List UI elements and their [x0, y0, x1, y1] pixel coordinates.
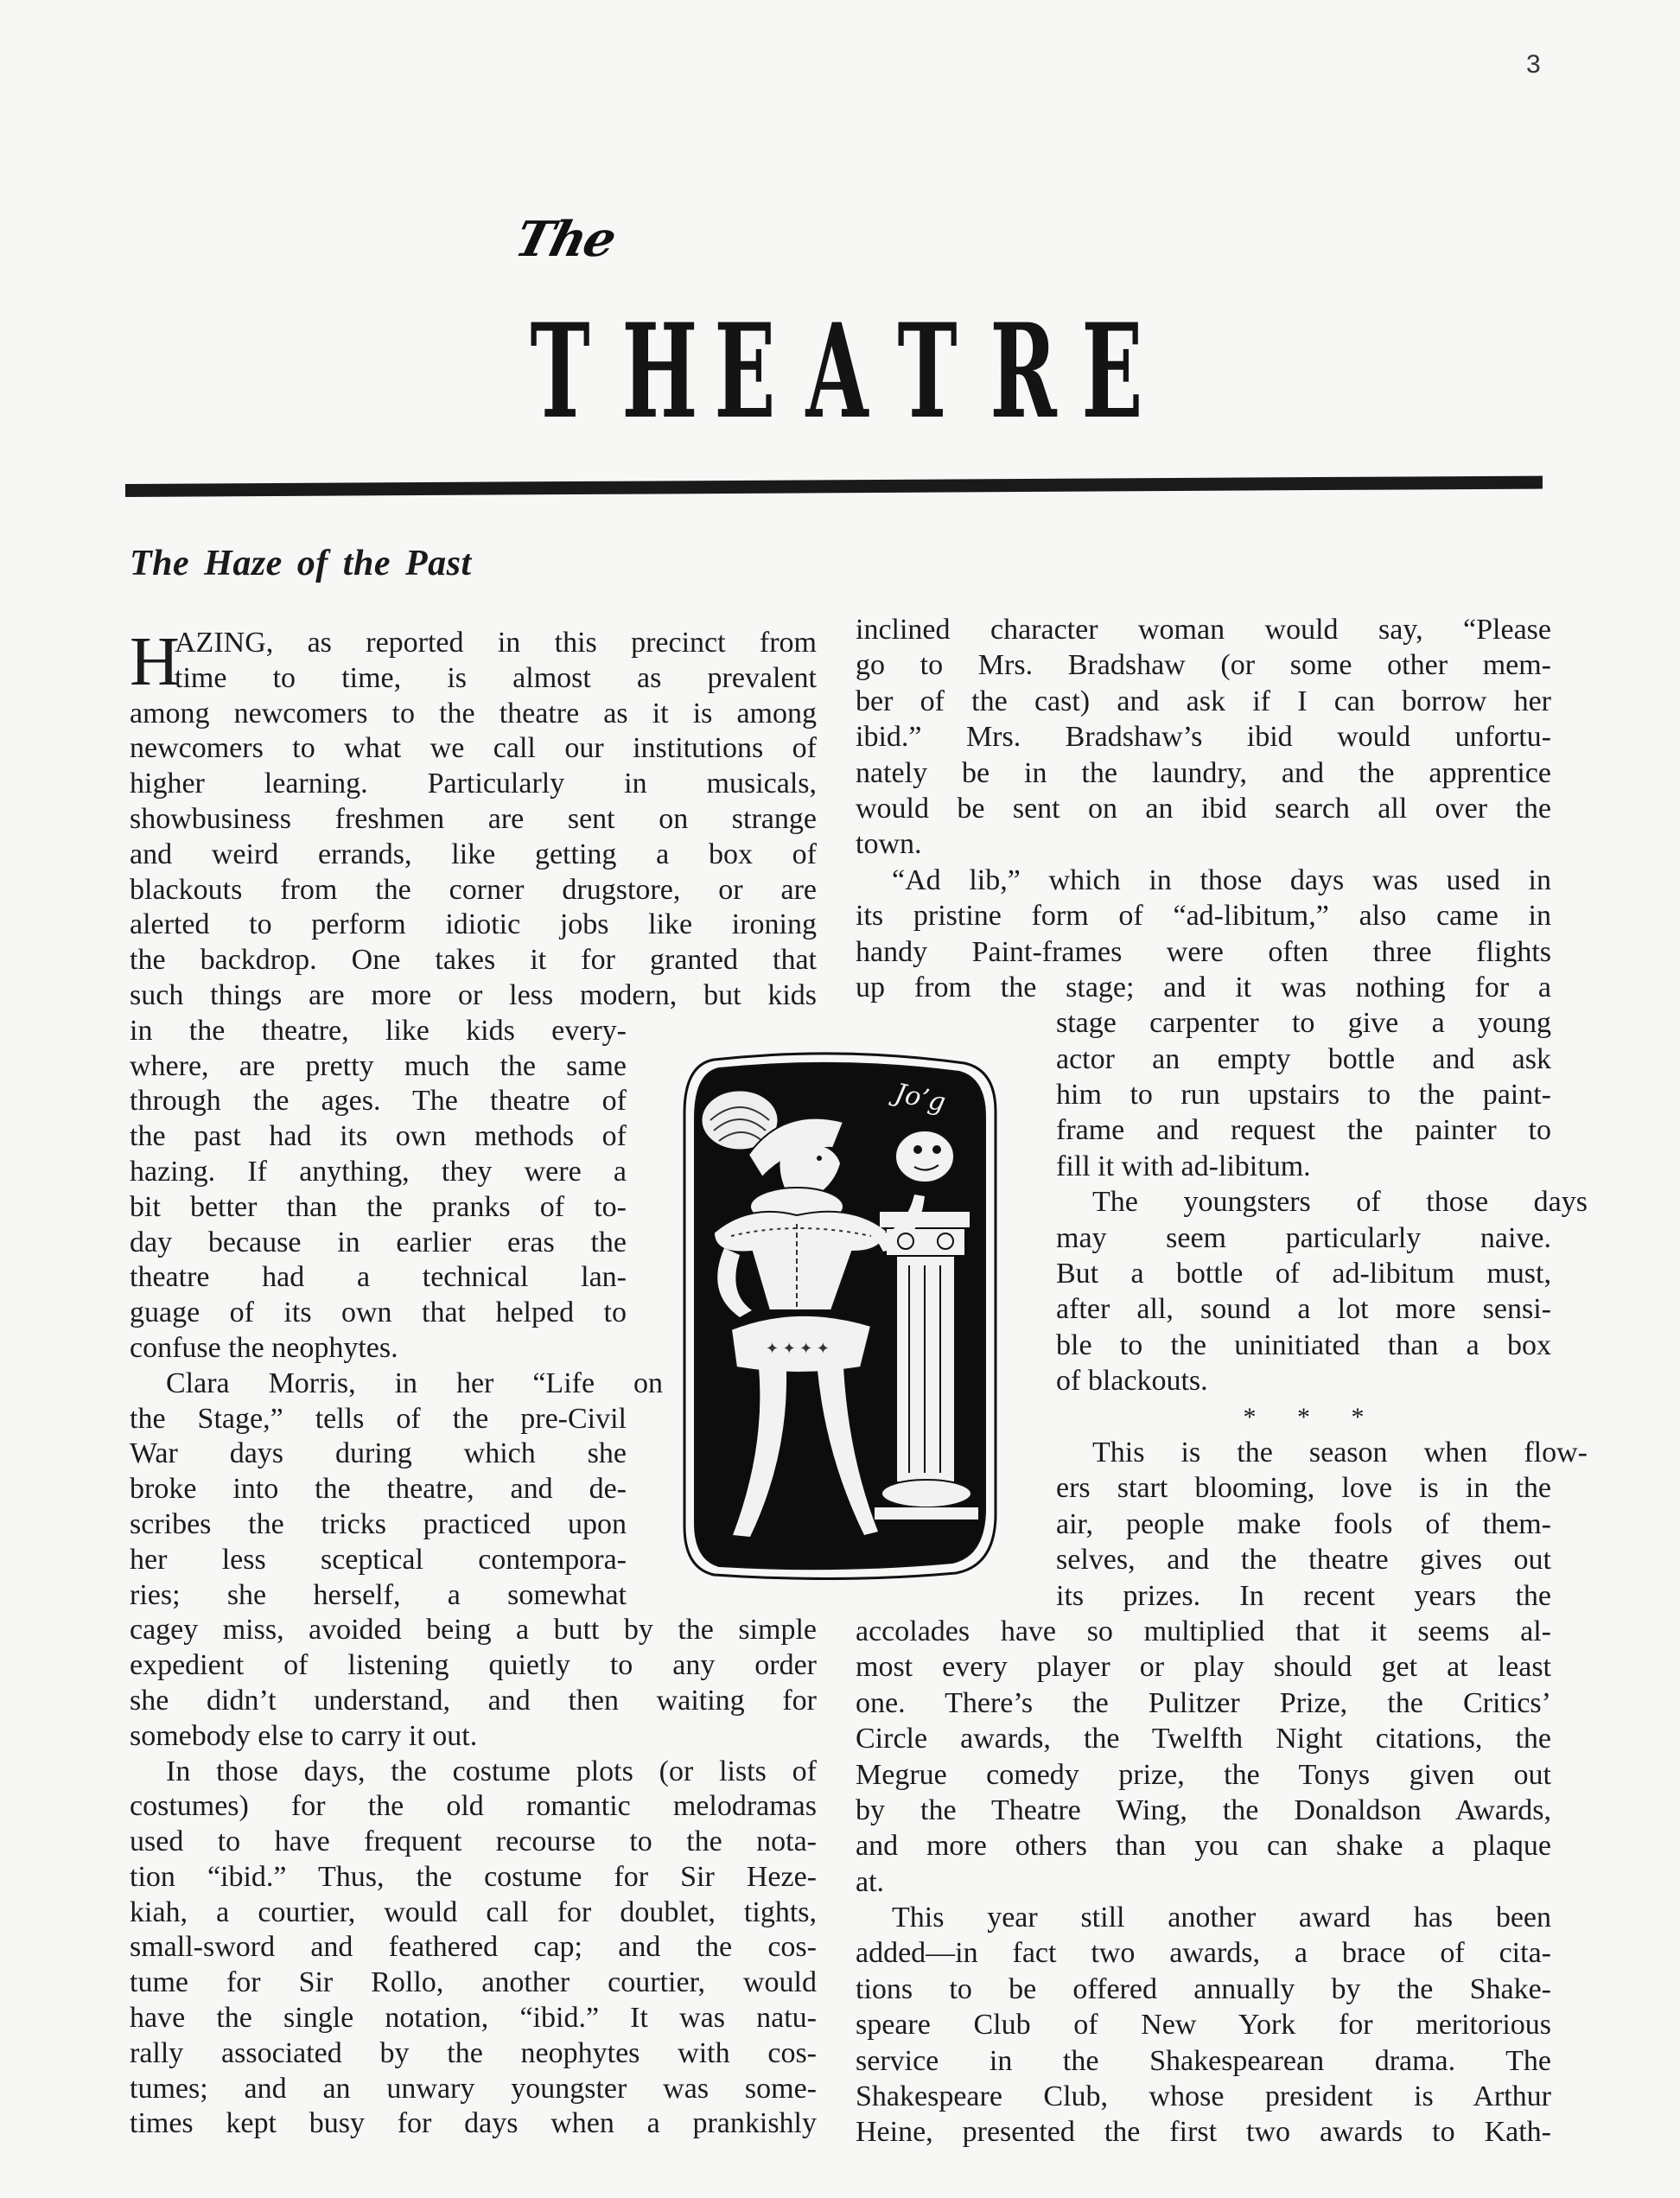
- text-line: bit better than the pranks of to-: [130, 1190, 627, 1223]
- text-line: fill it with ad-libitum.: [1056, 1150, 1311, 1182]
- text-line: expedient of listening quietly to any order: [130, 1649, 817, 1682]
- text-line: may seem particularly naive.: [1056, 1221, 1551, 1254]
- text-line: nately be in the laundry, and the apprentice: [856, 756, 1551, 789]
- section-title: The Haze of the Past: [130, 544, 472, 583]
- text-line: her less sceptical contempora-: [130, 1543, 627, 1576]
- text-line: through the ages. The theatre of: [130, 1085, 627, 1118]
- text-line: War days during which she: [130, 1437, 627, 1470]
- text-line: confuse the neophytes.: [130, 1331, 398, 1364]
- text-line: costumes) for the old romantic melodramas: [130, 1790, 817, 1823]
- text-line: Heine, presented the first two awards to Kath-: [856, 2116, 1551, 2149]
- text-line: tumes; and an unwary youngster was some-: [130, 2072, 817, 2105]
- text-line: speare Club of New York for meritorious: [856, 2009, 1551, 2042]
- text-line: air, people make fools of them-: [1056, 1507, 1551, 1540]
- text-line: blackouts from the corner drugstore, or are: [130, 873, 817, 906]
- text-line: hazing. If anything, they were a: [130, 1155, 627, 1188]
- section-break: * * *: [1243, 1402, 1365, 1431]
- text-line: service in the Shakespearean drama. The: [856, 2044, 1551, 2077]
- text-line: ber of the cast) and ask if I can borrow her: [856, 685, 1551, 717]
- skull: [895, 1131, 954, 1182]
- masthead-letter: H: [621, 296, 698, 448]
- text-line: In those days, the costume plots (or lists of: [166, 1755, 817, 1787]
- text-line: accolades have so multiplied that it seems al-: [856, 1615, 1551, 1647]
- text-line: in the theatre, like kids every-: [130, 1014, 627, 1047]
- text-line: most every player or play should get at least: [856, 1651, 1551, 1684]
- text-line: and weird errands, like getting a box of: [130, 838, 817, 870]
- illustration: [679, 1051, 1001, 1580]
- masthead-letter: E: [1081, 296, 1143, 448]
- text-line: tion “ibid.” Thus, the costume for Sir Heze-: [130, 1860, 817, 1893]
- masthead-letter: A: [805, 296, 869, 448]
- text-line: the backdrop. One takes it for granted that: [130, 944, 817, 977]
- text-line: rally associated by the neophytes with cos-: [130, 2036, 817, 2069]
- text-line: by the Theatre Wing, the Donaldson Awards,: [856, 1793, 1551, 1826]
- text-line: selves, and the theatre gives out: [1056, 1544, 1551, 1577]
- drop-cap: H: [130, 624, 180, 700]
- text-line: after all, sound a lot more sensi-: [1056, 1293, 1551, 1326]
- text-line: AZING, as reported in this precinct from: [175, 627, 817, 659]
- illustration-signature: Jo’g: [892, 1078, 949, 1118]
- masthead-letter: E: [714, 296, 776, 448]
- column-base: [881, 1480, 971, 1507]
- text-line: ers start blooming, love is in the: [1056, 1472, 1551, 1505]
- column-capital: [880, 1212, 970, 1227]
- text-line: actor an empty bottle and ask: [1056, 1042, 1551, 1075]
- text-line: its prizes. In recent years the: [1056, 1579, 1551, 1612]
- text-line: higher learning. Particularly in musicals,: [130, 768, 817, 800]
- masthead-title: [515, 290, 1146, 448]
- text-line: its pristine form of “ad-libitum,” also came in: [856, 900, 1551, 933]
- text-line: added—in fact two awards, a brace of cita-: [856, 1937, 1551, 1970]
- text-line: and more others than you can shake a plaque: [856, 1830, 1551, 1863]
- text-line: town.: [856, 828, 922, 861]
- text-line: stage carpenter to give a young: [1056, 1007, 1551, 1040]
- text-line: she didn’t understand, and then waiting for: [130, 1684, 817, 1717]
- text-line: would be sent on an ibid search all over the: [856, 792, 1551, 825]
- text-line: Circle awards, the Twelfth Night citations, the: [856, 1723, 1551, 1755]
- text-line: go to Mrs. Bradshaw (or some other mem-: [856, 649, 1551, 682]
- text-line: alerted to perform idiotic jobs like ironing: [130, 908, 817, 941]
- text-line: “Ad lib,” which in those days was used in: [892, 863, 1551, 896]
- text-line: at.: [856, 1865, 885, 1898]
- text-line: day because in earlier eras the: [130, 1226, 627, 1258]
- masthead-rule: [125, 476, 1543, 497]
- text-line: Shakespeare Club, whose president is Arthur: [856, 2080, 1551, 2113]
- text-line: time to time, is almost as prevalent: [175, 661, 817, 694]
- text-line: where, are pretty much the same: [130, 1049, 627, 1082]
- text-line: frame and request the painter to: [1056, 1114, 1551, 1147]
- text-line: tume for Sir Rollo, another courtier, would: [130, 1966, 817, 1999]
- text-line: Megrue comedy prize, the Tonys given out: [856, 1758, 1551, 1791]
- text-line: scribes the tricks practiced upon: [130, 1507, 627, 1540]
- text-line: kiah, a courtier, would call for doublet, tights,: [130, 1895, 817, 1928]
- svg-text:✦ ✦ ✦ ✦: ✦ ✦ ✦ ✦: [766, 1340, 830, 1357]
- text-line: times kept busy for days when a prankishly: [130, 2107, 817, 2140]
- text-line: ibid.” Mrs. Bradshaw’s ibid would unfortu-: [856, 721, 1551, 754]
- masthead-letter: R: [990, 296, 1057, 448]
- text-line: guage of its own that helped to: [130, 1297, 627, 1329]
- text-line: This year still another award has been: [892, 1902, 1551, 1934]
- text-line: the Stage,” tells of the pre-Civil: [130, 1402, 627, 1435]
- text-line: small-sword and feathered cap; and the cos-: [130, 1931, 817, 1964]
- text-line: up from the stage; and it was nothing for a: [856, 971, 1551, 1003]
- masthead-kicker: The: [509, 211, 621, 268]
- text-line: But a bottle of ad-libitum must,: [1056, 1258, 1551, 1290]
- text-line: ries; she herself, a somewhat: [130, 1578, 627, 1611]
- text-line: among newcomers to the theatre as it is among: [130, 697, 817, 729]
- text-line: ble to the uninitiated than a box: [1056, 1328, 1551, 1361]
- text-line: showbusiness freshmen are sent on strange: [130, 802, 817, 835]
- text-line: him to run upstairs to the paint-: [1056, 1079, 1551, 1112]
- masthead-letter: T: [530, 296, 590, 448]
- text-line: have the single notation, “ibid.” It was natu-: [130, 2002, 817, 2035]
- masthead-letter: T: [897, 296, 958, 448]
- text-line: the past had its own methods of: [130, 1120, 627, 1153]
- illustration-art: [679, 1051, 1001, 1580]
- text-line: Clara Morris, in her “Life on: [166, 1367, 663, 1399]
- text-line: theatre had a technical lan-: [130, 1261, 627, 1294]
- text-line: somebody else to carry it out.: [130, 1719, 478, 1752]
- text-line: handy Paint-frames were often three flights: [856, 935, 1551, 968]
- page-number: 3: [1526, 50, 1541, 79]
- text-line: cagey miss, avoided being a butt by the simple: [130, 1614, 817, 1647]
- text-line: of blackouts.: [1056, 1365, 1208, 1398]
- text-line: one. There’s the Pulitzer Prize, the Critics’: [856, 1686, 1551, 1719]
- text-line: such things are more or less modern, but kids: [130, 978, 817, 1011]
- text-line: newcomers to what we call our institutions of: [130, 732, 817, 765]
- text-line: broke into the theatre, and de-: [130, 1473, 627, 1506]
- text-line: The youngsters of those days: [1092, 1186, 1588, 1219]
- text-line: inclined character woman would say, “Please: [856, 614, 1551, 646]
- text-line: used to have frequent recourse to the nota-: [130, 1825, 817, 1858]
- text-line: tions to be offered annually by the Shake-: [856, 1972, 1551, 2005]
- text-line: This is the season when flow-: [1092, 1436, 1588, 1469]
